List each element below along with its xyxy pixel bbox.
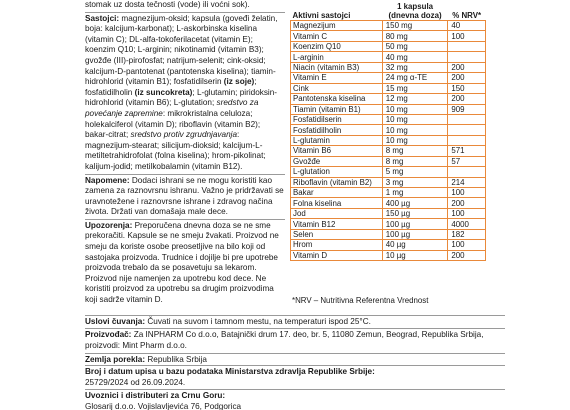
table-row: Gvožđe 8 mg 57 bbox=[291, 156, 486, 166]
divider bbox=[85, 365, 505, 366]
usage-text-tail: stomak uz dosta tečnosti (vode) ili voćni sok). bbox=[85, 0, 250, 9]
divider bbox=[85, 12, 285, 13]
divider bbox=[85, 389, 505, 390]
notes-label: Napomene: bbox=[85, 175, 130, 185]
table-row: Bakar 1 mg 100 bbox=[291, 188, 486, 198]
table-row: Vitamin B6 8 mg 571 bbox=[291, 146, 486, 156]
table-row: Riboflavin (vitamin B2) 3 mg 214 bbox=[291, 177, 486, 187]
country-of-origin: Zemlja porekla: Republika Srbija bbox=[85, 352, 505, 366]
ingredients-label: Sastojci: bbox=[85, 13, 120, 23]
table-row: Folna kiselina 400 µg 200 bbox=[291, 198, 486, 208]
importers-info: Uvoznici i distributeri za Crnu Goru: Glosarij d.o.o. Vojislavljevića 76, Podgorica bbox=[85, 388, 505, 410]
warnings-label: Upozorenja: bbox=[85, 220, 133, 230]
manufacturer-info: Proizvođač: Za INPHARM Co d.o.o, Batajnički drum 17. deo, br. 5, 11080 Zemun, Beograd, Republika Srbija, proizvodi: Mint Pharm d.o.o. bbox=[85, 327, 505, 351]
divider bbox=[85, 353, 505, 354]
table-row: Vitamin D 10 µg 200 bbox=[291, 250, 486, 260]
table-row: Selen 100 µg 182 bbox=[291, 229, 486, 239]
ingredients-paragraph: Sastojci: magnezijum-oksid; kapsula (goveđi želatin, boja: kalcijum-karbonat); L-askorbinska kiselina (vitamin C); DL-alfa-tokoferilacetat (vitamin E); koenzim Q10; L-arginin; nikotinamid (vitamin B3); gvožđe (III)-pirofosfat; natrijum-selenit; cink-oksid; kalcijum-D-pantotenat (pantotenska kiselina); tiamin-hidrohlorid (vitamin B1); fosfatidilserin (iz soje); fosfatidilholin (iz suncokreta); L-glutamin; piridoksin-hidrohlorid (vitamin B6); L-glutation; sredstvo za povećanje zapremine: mikrokristalna celuloza; holekalciferol (vitamin D); riboflavin (vitamin B2); bakar-citrat; sredstvo protiv zgrudnjavanja: magnezijum-stearat; silicijum-dioksid; kalcijum-L-metiltetrahidrofolat (folna kiselina); hrom-pikolinat; kalijum-jodid; metilkobalamin (vitamin B12). bbox=[85, 13, 278, 171]
notes-paragraph: Napomene: Dodaci ishrani se ne mogu koristiti kao zamena za raznovrsnu ishranu. Važno je pridržavati se uravnotežene i raznovrsne ishrane i zdravog načina života. Držati van domašaja male dece. bbox=[85, 175, 284, 217]
divider bbox=[85, 315, 505, 316]
table-row: Koenzim Q10 50 mg bbox=[291, 41, 486, 51]
table-row: Jod 150 µg 100 bbox=[291, 208, 486, 218]
table-row: Fosfatidilholin 10 mg bbox=[291, 125, 486, 135]
storage-conditions: Uslovi čuvanja: Čuvati na suvom i tamnom mestu, na temperaturi ispod 25°C. bbox=[85, 314, 505, 328]
warnings-paragraph: Upozorenja: Preporučena dnevna doza se ne sme prekoračiti. Kapsule se ne smeju žvakati. Proizvod ne smeju da koriste osobe preosetljive na bilo koji od sastojaka proizvoda. Trudnice i dojilje bi pre upotrebe proizvoda trebalo da se posavetuju sa lekarom. Proizvod nije namenjen za upotrebu kod dece. Ne koristiti proizvod za upotrebu sa drugim proizvodima koji sadrže vitamin D. bbox=[85, 220, 279, 305]
table-row: Vitamin C 80 mg 100 bbox=[291, 31, 486, 41]
table-row: L-glutation 5 mg bbox=[291, 167, 486, 177]
divider bbox=[85, 328, 505, 329]
table-row: L-arginin 40 mg bbox=[291, 52, 486, 62]
header-dose: 1 kapsula (dnevna doza) bbox=[388, 2, 442, 20]
table-row: Cink 15 mg 150 bbox=[291, 83, 486, 93]
header-ingredient: Aktivni sastojci bbox=[292, 11, 351, 20]
header-nrv: % NRV* bbox=[452, 11, 482, 20]
nrv-footnote: *NRV – Nutritivna Referentna Vrednost bbox=[292, 296, 429, 305]
table-row: Fosfatidilserin 10 mg bbox=[291, 114, 486, 124]
nutrition-table bbox=[290, 2, 486, 261]
table-row: L-glutamin 10 mg bbox=[291, 135, 486, 145]
table-row: Magnezijum 150 mg 40 bbox=[291, 21, 486, 31]
table-header-row bbox=[291, 2, 486, 21]
nutrition-table-wrapper bbox=[290, 2, 486, 261]
registration-info: Broj i datum upisa u bazu podataka Ministarstva zdravlja Republike Srbije: 25729/2024 od 26.09.2024. bbox=[85, 364, 505, 388]
table-row: Hrom 40 µg 100 bbox=[291, 240, 486, 250]
divider bbox=[85, 219, 285, 220]
table-row: Vitamin B12 100 µg 4000 bbox=[291, 219, 486, 229]
table-row: Vitamin E 24 mg α-TE 200 bbox=[291, 73, 486, 83]
divider bbox=[85, 174, 285, 175]
table-row: Niacin (vitamin B3) 32 mg 200 bbox=[291, 62, 486, 72]
table-row: Tiamin (vitamin B1) 10 mg 909 bbox=[291, 104, 486, 114]
left-column bbox=[85, 0, 285, 306]
table-row: Pantotenska kiselina 12 mg 200 bbox=[291, 94, 486, 104]
